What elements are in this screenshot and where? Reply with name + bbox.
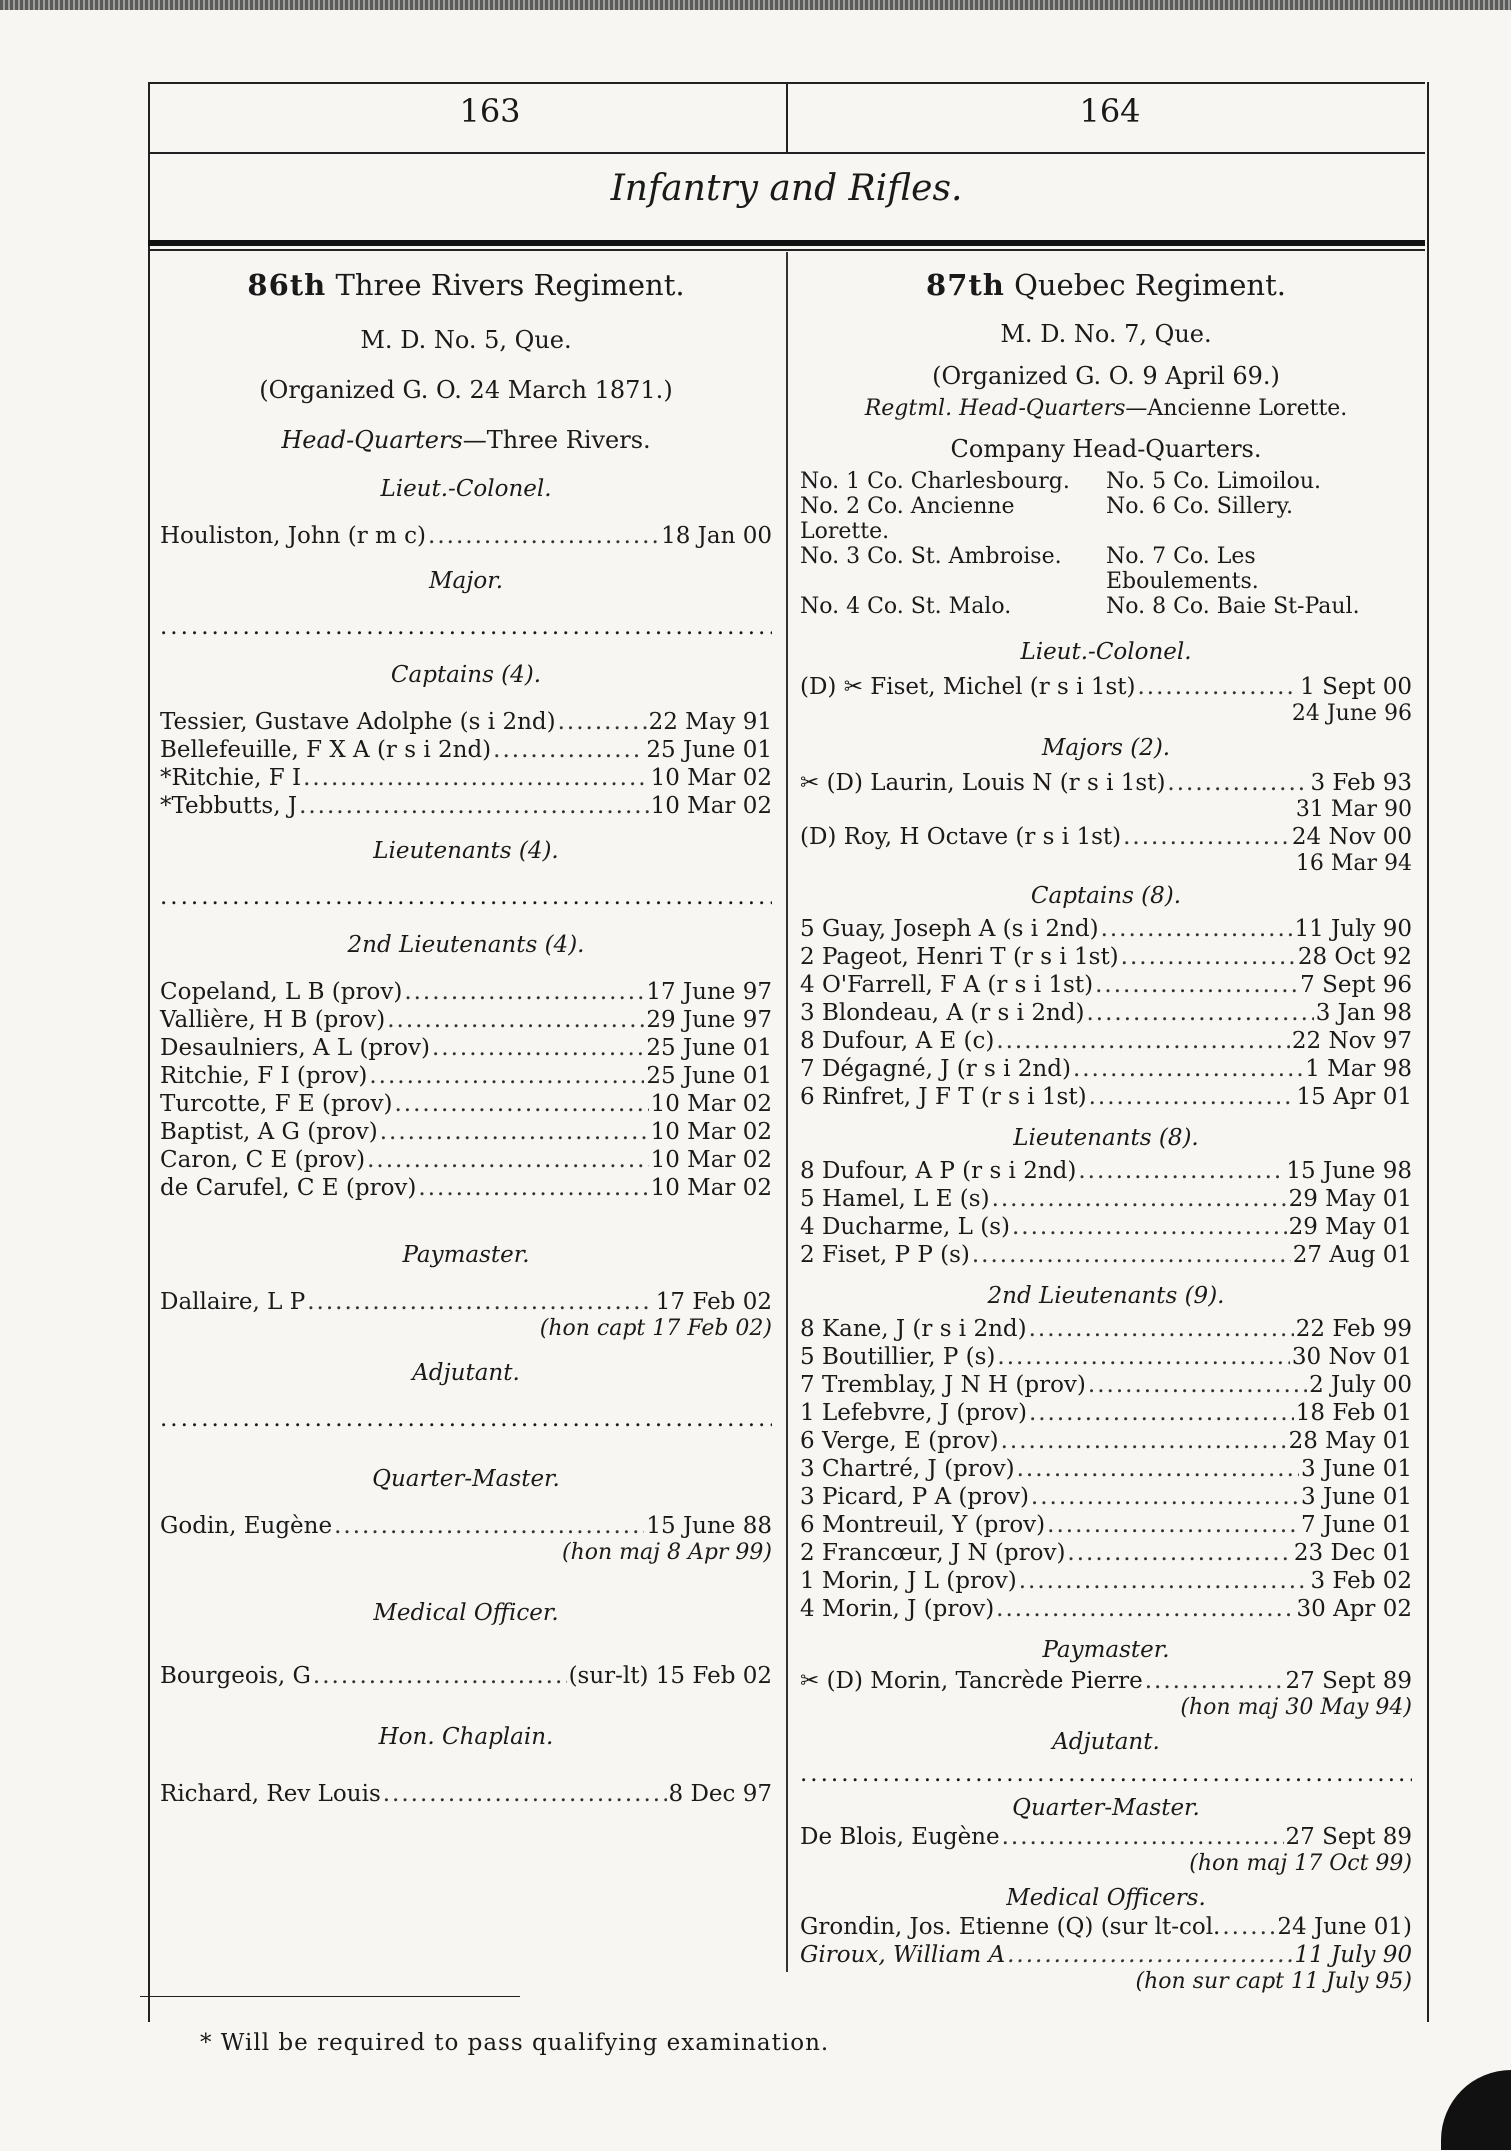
company-entry: No. 7 Co. Les Eboulements. [1106,544,1259,594]
officer-row: 2 Fiset, P P (s) ..... 27 Aug 01 [800,1241,1412,1269]
officer-row: Baptist, A G (prov) ..... 10 Mar 02 [160,1118,772,1146]
officer-row: Richard, Rev Louis ..... 8 Dec 97 [160,1780,772,1808]
qm-title: Quarter-Master. [1012,1795,1200,1821]
footnote: * Will be required to pass qualifying examination. [200,2030,830,2056]
officer-row: 4 O'Farrell, F A (r s i 1st) ..... 7 Sept 96 [800,971,1412,999]
organized-note: (Organized G. O. 24 March 1871.) [259,376,673,404]
right-column [800,268,1412,1995]
adjutant-title: Adjutant. [412,1360,520,1386]
officer-row: de Carufel, C E (prov) ..... 10 Mar 02 [160,1174,772,1202]
paymaster-title: Paymaster. [1042,1637,1170,1663]
company-entry: No. 1 Co. Charlesbourg. [800,469,1070,494]
second-lts-list [160,978,772,1202]
regiment-heading-87 [800,268,1412,302]
officer-row: Caron, C E (prov) ..... 10 Mar 02 [160,1146,772,1174]
officer-row: (D) Roy, H Octave (r s i 1st) ..... 24 Nov 00 [800,823,1412,851]
captains-list [800,915,1412,1111]
company-entry: No. 6 Co. Sillery. [1106,494,1293,519]
officer-row: 2 Pageot, Henri T (r s i 1st) ..... 28 Oct 92 [800,943,1412,971]
regiment-number: 86th [247,268,327,302]
officer-row: Turcotte, F E (prov) ..... 10 Mar 02 [160,1090,772,1118]
honorary-note: (hon maj 8 Apr 99) [562,1540,772,1565]
officer-row: 8 Kane, J (r s i 2nd) ..... 22 Feb 99 [800,1315,1412,1343]
adjutant-title: Adjutant. [1052,1729,1160,1755]
officer-row: 6 Rinfret, J F T (r s i 1st) ..... 15 Apr 01 [800,1083,1412,1111]
regiment-number: 87th [926,268,1005,302]
officer-row: 3 Picard, P A (prov) ..... 3 June 01 [800,1483,1412,1511]
page-curl [1441,2070,1511,2150]
company-hq-title: Company Head-Quarters. [950,435,1262,463]
headquarters: Head-Quarters—Three Rivers. [281,426,651,454]
honorary-note: (hon sur capt 11 July 95) [1135,1969,1412,1994]
officer-row: 5 Hamel, L E (s) ..... 29 May 01 [800,1185,1412,1213]
company-entry: No. 4 Co. St. Malo. [800,594,1012,619]
organized-note: (Organized G. O. 9 April 69.) [932,362,1280,390]
header-bottom-rule [148,152,1425,154]
lt-col-title: Lieut.-Colonel. [1020,639,1192,665]
officer-row: Copeland, L B (prov) ..... 17 June 97 [160,978,772,1006]
major-title: Major. [428,568,504,594]
second-date: 16 Mar 94 [1295,851,1412,876]
title-thick-rule [148,240,1425,246]
honorary-note: (hon capt 17 Feb 02) [539,1316,772,1341]
officer-row: Vallière, H B (prov) ..... 29 June 97 [160,1006,772,1034]
section-title: Infantry and Rifles. [610,168,963,209]
officer-row: Tessier, Gustave Adolphe (s i 2nd) ..... 22 May 91 [160,708,772,736]
officer-row: 6 Montreuil, Y (prov) ..... 7 June 01 [800,1511,1412,1539]
officer-row: (D) ✂ Fiset, Michel (r s i 1st) ..... 1 Sept 00 [800,673,1412,701]
officer-row: 1 Lefebvre, J (prov) ..... 18 Feb 01 [800,1399,1412,1427]
majors-title: Majors (2). [1041,735,1171,761]
officer-row: ✂ (D) Laurin, Louis N (r s i 1st) ..... 3 Feb 93 [800,769,1412,797]
military-district: M. D. No. 7, Que. [1000,320,1212,348]
lt-col-title: Lieut.-Colonel. [380,476,552,502]
officer-row: Grondin, Jos. Etienne (Q) (sur lt-col. ..... 24 June 01) [800,1913,1412,1941]
officer-row: 3 Chartré, J (prov) ..... 3 June 01 [800,1455,1412,1483]
qm-title: Quarter-Master. [372,1466,560,1492]
officer-row: Giroux, William A ..... 11 July 90 [800,1941,1412,1969]
company-hq-grid [800,469,1412,619]
officer-row: 1 Morin, J L (prov) ..... 3 Feb 02 [800,1567,1412,1595]
lieutenants-list [800,1157,1412,1269]
company-entry: No. 2 Co. Ancienne Lorette. [800,494,1015,544]
officer-row: Ritchie, F I (prov) ..... 25 June 01 [160,1062,772,1090]
company-entry: No. 3 Co. St. Ambroise. [800,544,1062,569]
officer-row: Bourgeois, G ..... (sur-lt) 15 Feb 02 [160,1662,772,1690]
page-number-left: 163 [459,92,521,130]
company-entry: No. 8 Co. Baie St-Paul. [1106,594,1360,619]
second-lts-title: 2nd Lieutenants (9). [987,1283,1225,1309]
officer-row: 6 Verge, E (prov) ..... 28 May 01 [800,1427,1412,1455]
vacant-dotline [160,884,772,910]
officer-row: 7 Dégagné, J (r s i 2nd) ..... 1 Mar 98 [800,1055,1412,1083]
officer-row: 4 Ducharme, L (s) ..... 29 May 01 [800,1213,1412,1241]
regiment-name: Quebec Regiment. [1014,268,1286,302]
officer-row: *Ritchie, F I ..... 10 Mar 02 [160,764,772,792]
officer-row: 8 Dufour, A P (r s i 2nd) ..... 15 June 98 [800,1157,1412,1185]
officer-row: Bellefeuille, F X A (r s i 2nd) ..... 25 June 01 [160,736,772,764]
officer-row: De Blois, Eugène ..... 27 Sept 89 [800,1823,1412,1851]
officer-row: 7 Tremblay, J N H (prov) ..... 2 July 00 [800,1371,1412,1399]
vacant-dotline [800,1761,1412,1787]
left-column [160,268,772,1808]
page-number-right: 164 [1079,92,1141,130]
honorary-note: (hon maj 30 May 94) [1180,1695,1412,1720]
captains-list [160,708,772,820]
officer-row: 2 Francœur, J N (prov) ..... 23 Dec 01 [800,1539,1412,1567]
officer-row: Dallaire, L P ..... 17 Feb 02 [160,1288,772,1316]
company-entry: No. 5 Co. Limoilou. [1106,469,1321,494]
military-district: M. D. No. 5, Que. [360,326,572,354]
officer-row: 3 Blondeau, A (r s i 2nd) ..... 3 Jan 98 [800,999,1412,1027]
officer-row: Houliston, John (r m c) ..... 18 Jan 00 [160,522,772,550]
headquarters: Regtml. Head-Quarters—Ancienne Lorette. [864,396,1348,421]
lieutenants-title: Lieutenants (8). [1013,1125,1199,1151]
regiment-name: Three Rivers Regiment. [335,268,685,302]
footnote-rule [140,1996,520,1997]
officer-row: 5 Boutillier, P (s) ..... 30 Nov 01 [800,1343,1412,1371]
second-date: 31 Mar 90 [1295,797,1412,822]
captains-title: Captains (8). [1030,883,1182,909]
vacant-dotline [160,614,772,640]
officer-row: Godin, Eugène ..... 15 June 88 [160,1512,772,1540]
officer-row: Desaulniers, A L (prov) ..... 25 June 01 [160,1034,772,1062]
header-divider [786,84,788,154]
officer-row: 5 Guay, Joseph A (s i 2nd) ..... 11 July 90 [800,915,1412,943]
officer-row: ✂ (D) Morin, Tancrède Pierre ..... 27 Sept 89 [800,1667,1412,1695]
officer-row: *Tebbutts, J ..... 10 Mar 02 [160,792,772,820]
column-separator [786,252,788,1972]
second-lts-list [800,1315,1412,1623]
medical-title: Medical Officers. [1006,1885,1206,1911]
chaplain-title: Hon. Chaplain. [378,1724,554,1750]
top-scan-edge [0,0,1511,10]
medical-title: Medical Officer. [373,1600,559,1626]
second-date: 24 June 96 [1291,701,1412,726]
title-thin-rule [148,249,1425,251]
regiment-heading-86 [160,268,772,302]
paymaster-title: Paymaster. [402,1242,530,1268]
honorary-note: (hon maj 17 Oct 99) [1189,1851,1412,1876]
officer-row: 4 Morin, J (prov) ..... 30 Apr 02 [800,1595,1412,1623]
vacant-dotline [160,1406,772,1432]
captains-title: Captains (4). [390,662,542,688]
lieutenants-title: Lieutenants (4). [373,838,559,864]
officer-row: 8 Dufour, A E (c) ..... 22 Nov 97 [800,1027,1412,1055]
second-lts-title: 2nd Lieutenants (4). [347,932,585,958]
